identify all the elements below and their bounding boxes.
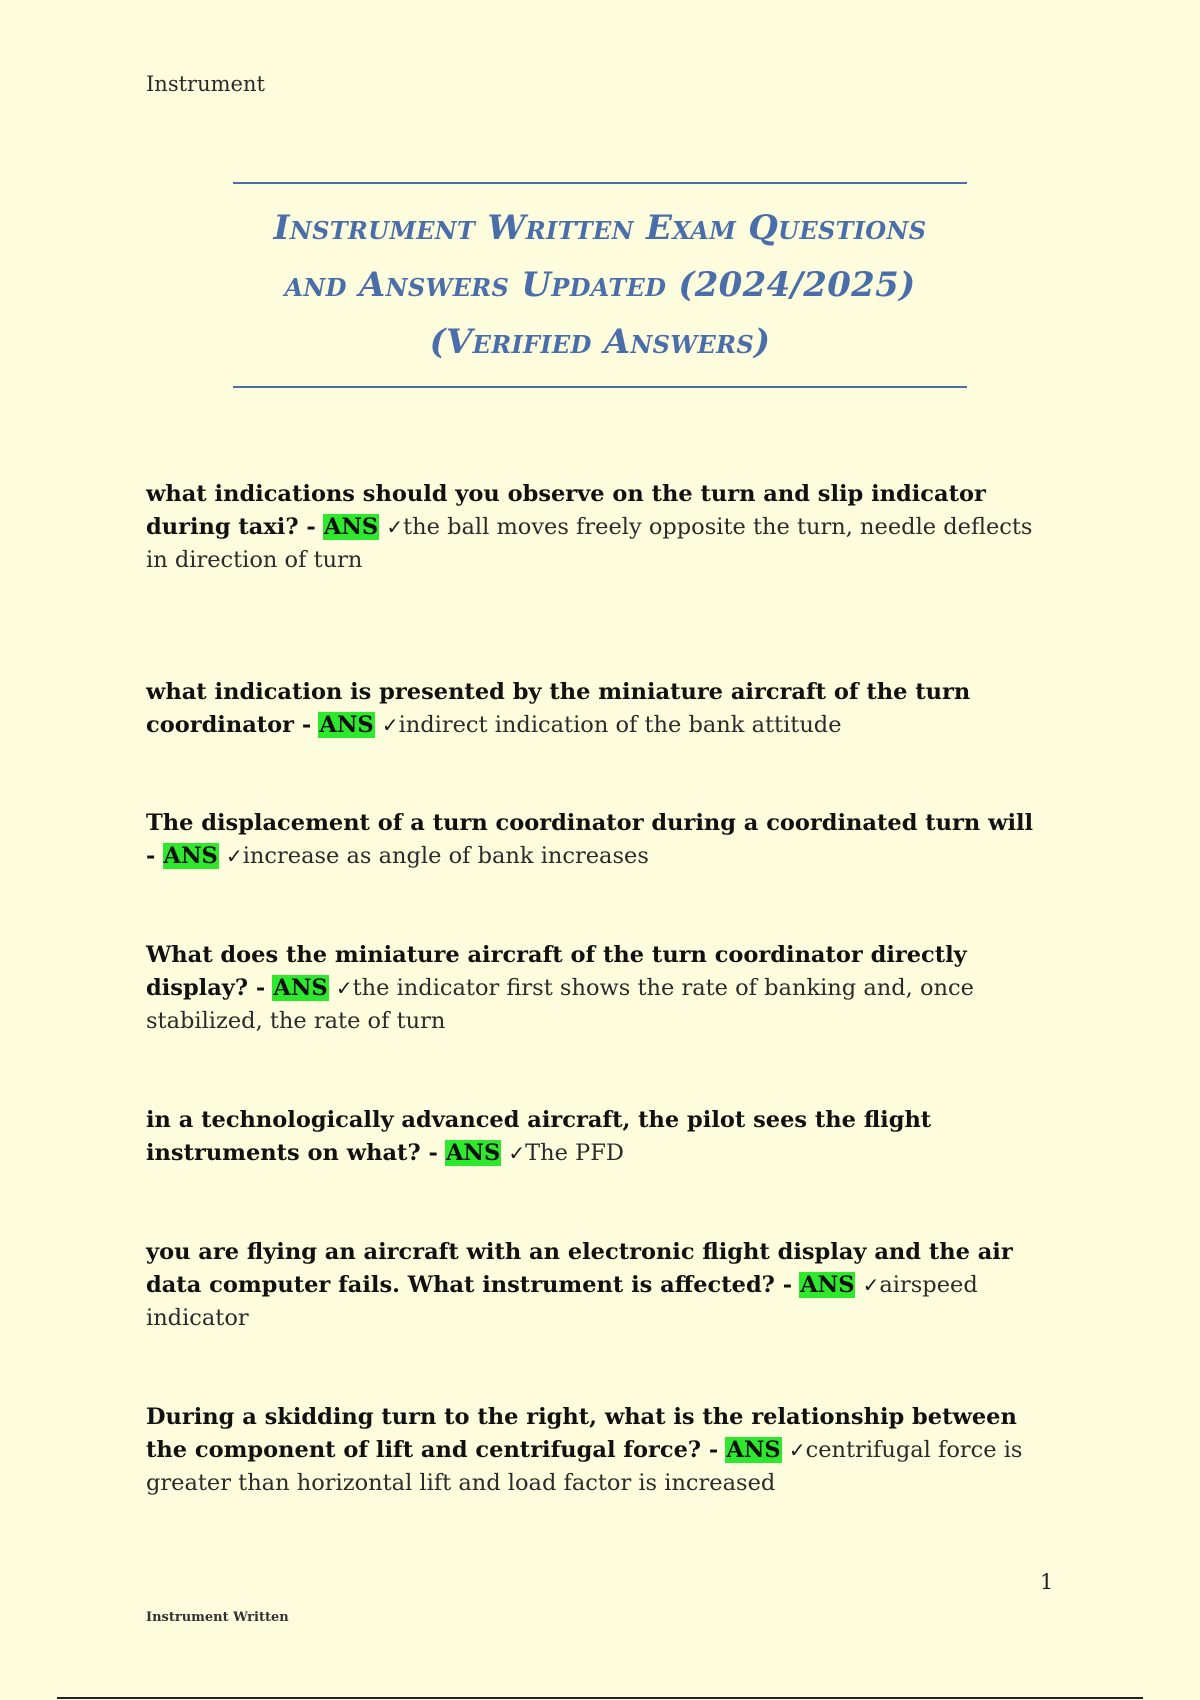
answer-text: the ball moves freely opposite the turn, needle deflects in direction of turn bbox=[146, 514, 1033, 573]
bottom-divider bbox=[57, 1697, 1143, 1699]
check-icon: ✓ bbox=[335, 976, 353, 1000]
question-text: what indication is presented by the miniature aircraft of the turn coordinator - bbox=[146, 679, 971, 738]
qa-item bbox=[146, 478, 1046, 577]
ans-highlight: ANS bbox=[323, 514, 379, 540]
answer-text: The PFD bbox=[525, 1140, 624, 1166]
answer-text: increase as angle of bank increases bbox=[242, 843, 649, 869]
qa-item bbox=[146, 1104, 1046, 1170]
check-icon: ✓ bbox=[386, 515, 404, 539]
answer-text: centrifugal force is greater than horizontal lift and load factor is increased bbox=[146, 1437, 1023, 1496]
check-icon: ✓ bbox=[788, 1438, 806, 1462]
check-icon: ✓ bbox=[862, 1273, 880, 1297]
title-block bbox=[233, 182, 967, 388]
question-text: what indications should you observe on the turn and slip indicator during taxi? - bbox=[146, 481, 986, 540]
qa-item bbox=[146, 1236, 1046, 1335]
page-footer: Instrument Written bbox=[146, 1610, 289, 1625]
title-line-2: and Answers Updated (2024/2025) bbox=[284, 264, 916, 305]
qa-list bbox=[146, 478, 1046, 1500]
page-header: Instrument bbox=[146, 72, 265, 96]
answer-text: the indicator first shows the rate of banking and, once stabilized, the rate of turn bbox=[146, 975, 974, 1034]
question-text: What does the miniature aircraft of the turn coordinator directly display? - bbox=[146, 942, 967, 1001]
qa-item bbox=[146, 939, 1046, 1038]
ans-highlight: ANS bbox=[163, 843, 218, 869]
ans-highlight: ANS bbox=[273, 975, 328, 1001]
title-line-1: Instrument Written Exam Questions bbox=[273, 207, 927, 248]
ans-highlight: ANS bbox=[800, 1272, 855, 1298]
question-text: you are flying an aircraft with an electronic flight display and the air data computer fails. What instrument is affected? - bbox=[146, 1239, 1013, 1298]
qa-item bbox=[146, 807, 1046, 873]
answer-text: airspeed indicator bbox=[146, 1272, 978, 1331]
check-icon: ✓ bbox=[225, 844, 243, 868]
question-text: The displacement of a turn coordinator during a coordinated turn will - bbox=[146, 810, 1034, 869]
answer-text: indirect indication of the bank attitude bbox=[398, 712, 842, 738]
check-icon: ✓ bbox=[508, 1141, 526, 1165]
question-text: During a skidding turn to the right, what is the relationship between the component of lift and centrifugal force? - bbox=[146, 1404, 1017, 1463]
ans-highlight: ANS bbox=[319, 712, 374, 738]
qa-item bbox=[146, 676, 1046, 742]
title-line-3: (Verified Answers) bbox=[429, 321, 771, 362]
ans-highlight: ANS bbox=[445, 1140, 501, 1166]
ans-highlight: ANS bbox=[726, 1437, 781, 1463]
question-text: in a technologically advanced aircraft, the pilot sees the flight instruments on what? - bbox=[146, 1107, 932, 1166]
qa-item bbox=[146, 1401, 1046, 1500]
check-icon: ✓ bbox=[381, 713, 399, 737]
page-number: 1 bbox=[1040, 1570, 1054, 1594]
